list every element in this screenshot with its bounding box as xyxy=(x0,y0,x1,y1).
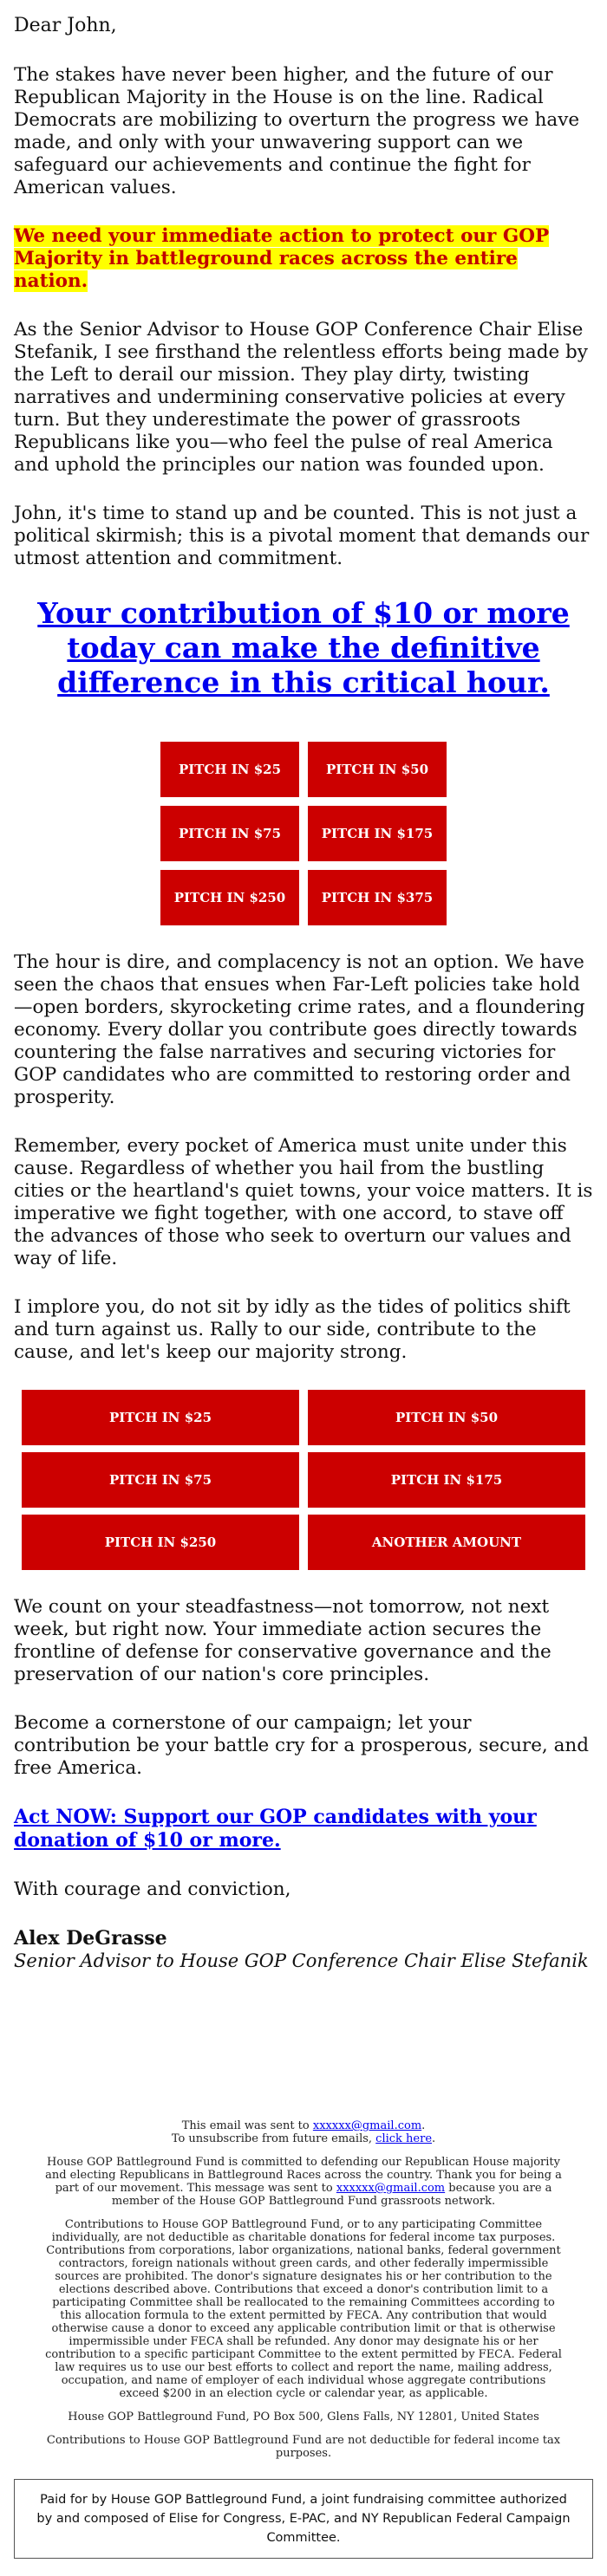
pitch-in-250-button[interactable]: PITCH IN $250 xyxy=(160,870,299,925)
footer-sent-to xyxy=(40,2119,567,2145)
paragraph-remember: Remember, every pocket of America must unite under this cause. Regardless of whether you hail from the bustling cities or the heartland's quiet towns, your voice matters. It is imperative we fight together, with one accord, to stave off the advances of those who seek to overturn our values and way of life. xyxy=(14,1135,593,1269)
paragraph-senior-advisor: As the Senior Advisor to House GOP Conference Chair Elise Stefanik, I see firsthand the relentless efforts being made by the Left to derail our mission. They play dirty, twisting narratives and undermining conservative policies at every turn. But they underestimate the power of grassroots Republicans like you—who feel the pulse of real America and uphold the principles our nation was founded upon. xyxy=(14,319,588,476)
pitch-in-75-button[interactable]: PITCH IN $75 xyxy=(22,1452,299,1508)
pitch-in-175-button[interactable]: PITCH IN $175 xyxy=(308,806,447,861)
pitch-in-25-button[interactable]: PITCH IN $25 xyxy=(160,742,299,797)
pitch-in-375-button[interactable]: PITCH IN $375 xyxy=(308,870,447,925)
unsubscribe-link[interactable]: click here xyxy=(375,2132,433,2145)
footer-unsub-prefix: To unsubscribe from future emails, xyxy=(171,2132,376,2145)
highlight-text: We need your immediate action to protect our GOP Majority in battleground races across the entire nation. xyxy=(14,225,550,292)
highlight-callout xyxy=(14,225,593,293)
footer-sent-suffix: . xyxy=(421,2119,426,2132)
footer-unsub-suffix: . xyxy=(432,2132,436,2145)
paragraph-stakes: The stakes have never been higher, and the future of our Republican Majority in the House is on the line. Radical Democrats are mobilizing to overturn the progress we have made, and only with your unwavering support can we safeguard our achievements and continue the fight for American values. xyxy=(14,64,580,198)
footer-about-b: because you are a member of the House GOP Battleground Fund grassroots network. xyxy=(111,2182,552,2208)
another-amount-button[interactable]: ANOTHER AMOUNT xyxy=(308,1515,585,1570)
paragraph-hour-dire: The hour is dire, and complacency is not an option. We have seen the chaos that ensues when Far-Left policies take hold—open borders, skyrocketing crime rates, and a floundering economy. Every dollar you contribute goes directly towards countering the false narratives and securing victories for GOP candidates who are committed to restoring order and prosperity. xyxy=(14,951,585,1108)
donation-buttons-top xyxy=(14,742,593,925)
footer-about-email-link[interactable]: xxxxxx@gmail.com xyxy=(336,2182,446,2195)
footer-legal: Contributions to House GOP Battleground Fund, or to any participating Committee individually, are not deductible as charitable donations for federal income tax purposes. Contributions from corporations, labor organizations, national banks, federal government contractors, foreign nationals without green cards, and other federally impermissible sources are prohibited. The donor's signature designates his or her contribution to the elections described above. Contributions that exceed a donor's contribution limit to a participating Committee shall be reallocated to the remaining Committees according to this allocation formula to the extent permitted by FECA. Any contribution that would otherwise cause a donor to exceed any applicable contribution limit or that is otherwise impermissible under FECA shall be refunded. Any donor may designate his or her contribution to a specific participant Committee to the extent permitted by FECA. Federal law requires us to use our best efforts to collect and report the name, mailing address, occupation, and name of employer of each individual whose aggregate contributions exceed $200 in an election cycle or calendar year, as applicable. xyxy=(45,2218,562,2400)
footer xyxy=(14,2119,593,2460)
pitch-in-50-button[interactable]: PITCH IN $50 xyxy=(308,742,447,797)
paragraph-steadfastness: We count on your steadfastness—not tomorrow, not next week, but right now. Your immediate action secures the frontline of defense for conservative governance and the preservation of our nation's core principles. xyxy=(14,1596,552,1685)
paragraph-cornerstone: Become a cornerstone of our campaign; let your contribution be your battle cry for a prosperous, secure, and free America. xyxy=(14,1712,590,1779)
pitch-in-175-button[interactable]: PITCH IN $175 xyxy=(308,1452,585,1508)
headline xyxy=(14,596,593,700)
signoff: With courage and conviction, xyxy=(14,1878,291,1900)
donation-buttons-bottom xyxy=(14,1390,593,1570)
act-now-link[interactable]: Act NOW: Support our GOP candidates with your donation of $10 or more. xyxy=(14,1806,537,1852)
footer-email-link[interactable]: xxxxxx@gmail.com xyxy=(312,2119,422,2132)
pitch-in-25-button[interactable]: PITCH IN $25 xyxy=(22,1390,299,1445)
signature-title: Senior Advisor to House GOP Conference Chair Elise Stefanik xyxy=(14,1950,589,1971)
footer-deductible: Contributions to House GOP Battleground Fund are not deductible for federal income tax purposes. xyxy=(46,2434,561,2460)
footer-address: House GOP Battleground Fund, PO Box 500, Glens Falls, NY 12801, United States xyxy=(68,2411,539,2424)
pitch-in-50-button[interactable]: PITCH IN $50 xyxy=(308,1390,585,1445)
pitch-in-75-button[interactable]: PITCH IN $75 xyxy=(160,806,299,861)
footer-about-a: House GOP Battleground Fund is committed to defending our Republican House majority and electing Republicans in Battleground Races across the country. Thank you for being a part of our movement. This message was sent to xyxy=(45,2156,562,2195)
paragraph-implore: I implore you, do not sit by idly as the tides of politics shift and turn against us. Rally to our side, contribute to the cause, and let's keep our majority strong. xyxy=(14,1296,571,1363)
pitch-in-250-button[interactable]: PITCH IN $250 xyxy=(22,1515,299,1570)
signature-name: Alex DeGrasse xyxy=(14,1927,167,1950)
footer-sent-prefix: This email was sent to xyxy=(181,2119,313,2132)
paragraph-stand-up: John, it's time to stand up and be counted. This is not just a political skirmish; this is a pivotal moment that demands our utmost attention and commitment. xyxy=(14,503,590,569)
footer-about xyxy=(40,2156,567,2208)
headline-donate-link[interactable]: Your contribution of $10 or more today can make the definitive difference in this critical hour. xyxy=(37,596,570,699)
paid-for-disclaimer: Paid for by House GOP Battleground Fund, a joint fundraising committee authorized by and composed of Elise for Congress, E-PAC, and NY Republican Federal Campaign Committee. xyxy=(14,2479,593,2559)
act-now xyxy=(14,1806,593,1853)
greeting: Dear John, xyxy=(14,15,117,36)
